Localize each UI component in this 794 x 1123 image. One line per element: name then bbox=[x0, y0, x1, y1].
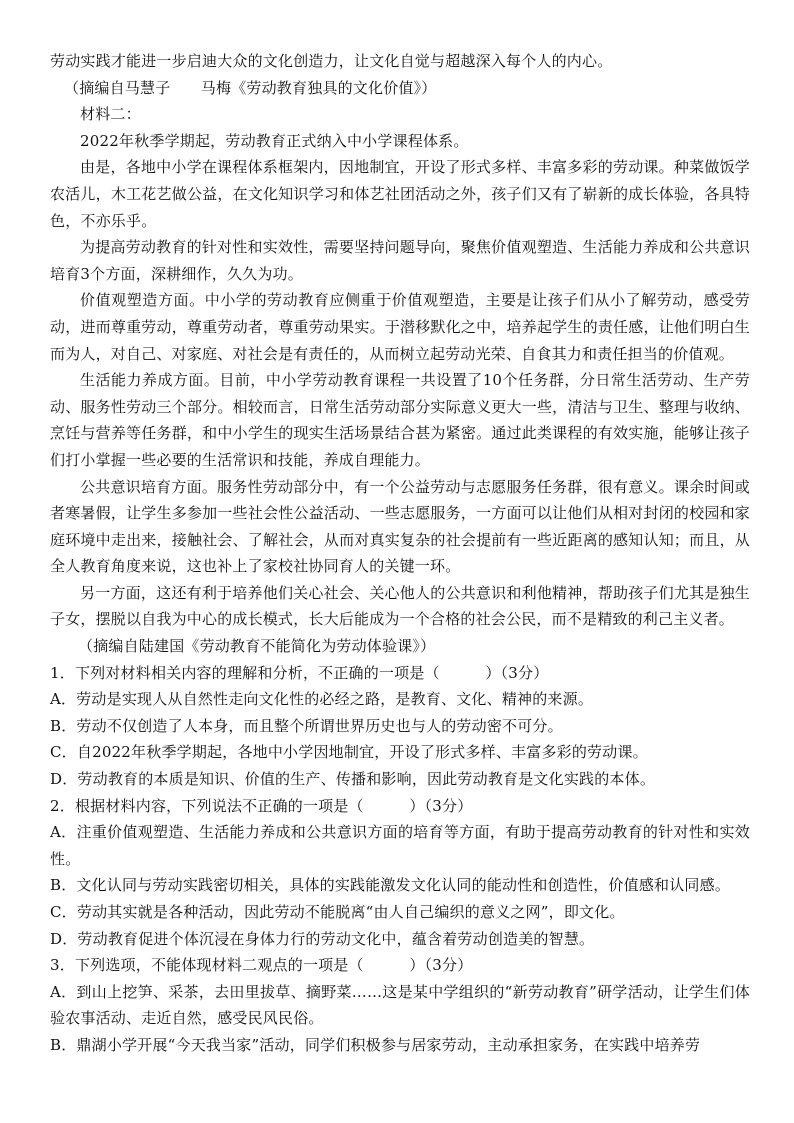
question-1: 1．下列对材料相关内容的理解和分析，不正确的一项是（ ）（3分） bbox=[50, 663, 549, 682]
option-a: A．到山上挖笋、采茶，去田里拔草、摘野菜……这是某中学组织的“新劳动教育”研学活动，让学生们体验农事活动、走近自然，感受民风民俗。 bbox=[50, 982, 750, 1028]
citation-2: （摘编自陆建国《劳动教育不能简化为劳动体验课》） bbox=[78, 637, 436, 656]
option-c: C．自2022年秋季学期起，各地中小学因地制宜，开设了形式多样、丰富多彩的劳动课。 bbox=[50, 743, 648, 762]
option-d: D．劳动教育的本质是知识、价值的生产、传播和影响，因此劳动教育是文化实践的本体。 bbox=[50, 770, 656, 789]
option-c: C．劳动其实就是各种活动，因此劳动不能脱离“由人自己编织的意义之网”，即文化。 bbox=[50, 903, 625, 921]
paragraph: 另一方面，这还有利于培养他们关心社会、关心他人的公共意识和利他精神，帮助孩子们尤其是独生子女，摆脱以自我为中心的成长模式，长大后能成为一个合格的社会公民，而不是精致的利己主义者。 bbox=[50, 583, 750, 629]
option-b: B．劳动不仅创造了人本身，而且整个所谓世界历史也与人的劳动密不可分。 bbox=[50, 716, 563, 735]
paragraph: 价值观塑造方面。中小学的劳动教育应侧重于价值观塑造，主要是让孩子们从小了解劳动，感受劳动，进而尊重劳动，尊重劳动者，尊重劳动果实。于潜移默化之中，培养起学生的责任感，让他们明白生而为人，对自己、对家庭、对社会是有责任的，从而树立起劳动光荣、自食其力和责任担当的价值观。 bbox=[50, 291, 750, 363]
paragraph: 由是，各地中小学在课程体系框架内，因地制宜，开设了形式多样、丰富多彩的劳动课。种菜做饭学农活儿，木工花艺做公益，在文化知识学习和体艺社团活动之外，孩子们又有了崭新的成长体验，各具特色，不亦乐乎。 bbox=[50, 158, 750, 230]
question-2: 2．根据材料内容，下列说法不正确的一项是（ ）（3分） bbox=[50, 796, 473, 815]
paragraph: 公共意识培育方面。服务性劳动部分中，有一个公益劳动与志愿服务任务群，很有意义。课余时间或者寒暑假，让学生多参加一些社会性公益活动、一些志愿服务，一方面可以让他们从相对封闭的校园和家庭环境中走出来，接触社会、了解社会，从而对真实复杂的社会提前有一些近距离的感知认知；而且，从全人教育角度来说，这也补上了家校社协同育人的关键一环。 bbox=[50, 477, 750, 576]
option-b: B．文化认同与劳动实践密切相关，具体的实践能激发文化认同的能动性和创造性，价值感和认同感。 bbox=[50, 876, 731, 895]
text-line: 劳动实践才能进一步启迪大众的文化创造力，让文化自觉与超越深入每个人的内心。 bbox=[50, 52, 613, 70]
paragraph: 为提高劳动教育的针对性和实效性，需要坚持问题导向，聚焦价值观塑造、生活能力养成和公共意识培育3个方面，深耕细作，久久为功。 bbox=[50, 238, 750, 283]
paragraph: 生活能力养成方面。目前，中小学劳动教育课程一共设置了10个任务群，分日常生活劳动、生产劳动、服务性劳动三个部分。相较而言，日常生活劳动部分实际意义更大一些，清洁与卫生、整理与收纳、烹饪与营养等任务群，和中小学生的现实生活场景结合甚为紧密。通过此类课程的有效实施，能够让孩子们打小掌握一些必要的生活常识和技能，养成自理能力。 bbox=[50, 371, 750, 469]
section-heading: 材料二： bbox=[80, 105, 141, 124]
option-d: D．劳动教育促进个体沉浸在身体力行的劳动文化中，蕴含着劳动创造美的智慧。 bbox=[50, 929, 595, 948]
question-3: 3．下列选项，不能体现材料二观点的一项是（ ）（3分） bbox=[50, 956, 473, 975]
option-a: A．劳动是实现人从自然性走向文化性的必经之路，是教育、文化、精神的来源。 bbox=[50, 690, 594, 709]
citation-1: （摘编自马慧子 马梅《劳动教育独具的文化价值》） bbox=[64, 78, 437, 97]
document-page bbox=[50, 48, 750, 1059]
option-a: A．注重价值观塑造、生活能力养成和公共意识方面的培育等方面，有助于提高劳动教育的针对性和实效性。 bbox=[50, 823, 750, 868]
option-b: B．鼎湖小学开展“今天我当家”活动，同学们积极参与居家劳动，主动承担家务，在实践中培养劳 bbox=[50, 1035, 701, 1054]
paragraph: 2022年秋季学期起，劳动教育正式纳入中小学课程体系。 bbox=[80, 131, 469, 150]
